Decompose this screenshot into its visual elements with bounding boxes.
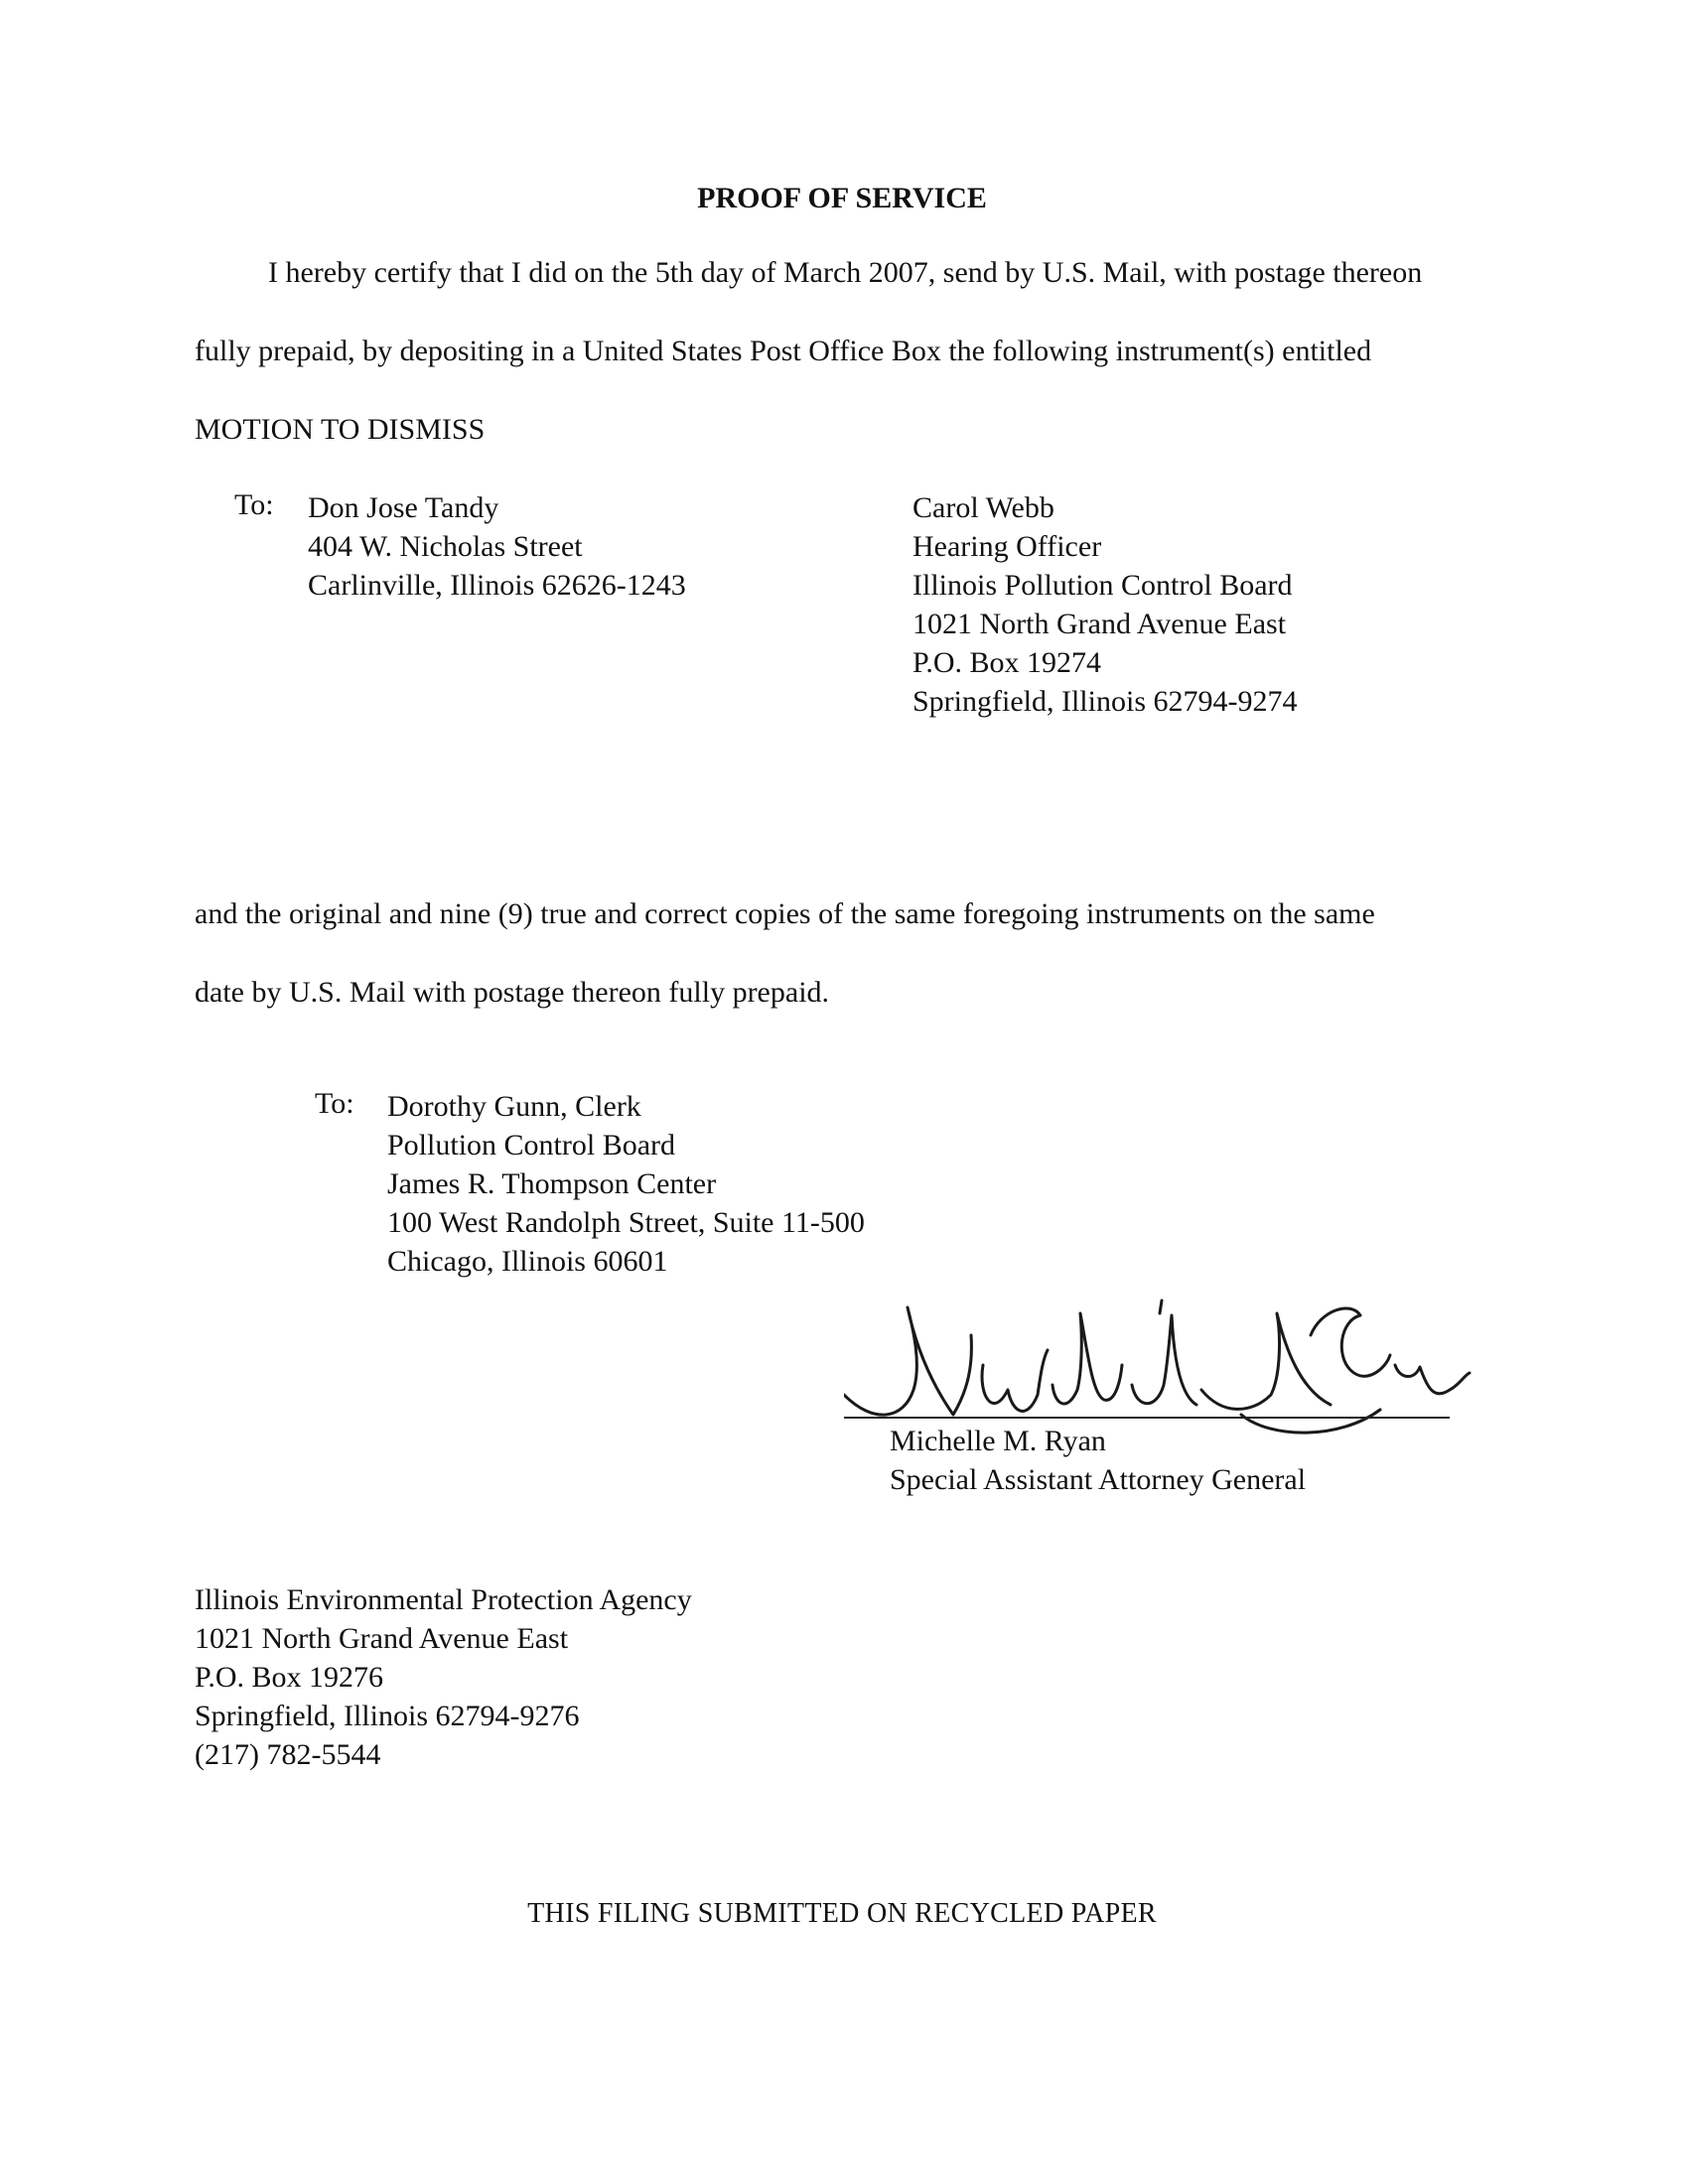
recipient-address-clerk — [387, 1087, 865, 1281]
document-title: PROOF OF SERVICE — [697, 182, 987, 214]
address-line: 1021 North Grand Avenue East — [912, 608, 1287, 640]
filing-line-1: and the original and nine (9) true and correct copies of the same foregoing instruments on the same — [195, 897, 1375, 930]
signature-line — [844, 1417, 1450, 1419]
address-line: Pollution Control Board — [387, 1129, 676, 1161]
address-line: P.O. Box 19274 — [912, 646, 1102, 679]
address-line: 1021 North Grand Avenue East — [195, 1622, 569, 1655]
address-line: Hearing Officer — [912, 530, 1102, 563]
address-line: Don Jose Tandy — [308, 491, 499, 524]
address-line: James R. Thompson Center — [387, 1167, 717, 1200]
address-line: Illinois Pollution Control Board — [912, 569, 1293, 602]
address-line: Springfield, Illinois 62794-9274 — [912, 685, 1298, 718]
signatory-block — [890, 1422, 1306, 1499]
address-line: Dorothy Gunn, Clerk — [387, 1090, 641, 1123]
recycled-paper-notice: THIS FILING SUBMITTED ON RECYCLED PAPER — [527, 1898, 1157, 1929]
address-line: Chicago, Illinois 60601 — [387, 1245, 668, 1278]
address-line: Carol Webb — [912, 491, 1054, 524]
filing-line-2: date by U.S. Mail with postage thereon fully prepaid. — [195, 976, 830, 1009]
certification-line-1: I hereby certify that I did on the 5th day of March 2007, send by U.S. Mail, with postage thereon — [268, 256, 1423, 289]
recipient-address-tandy — [308, 488, 686, 605]
address-line: 100 West Randolph Street, Suite 11-500 — [387, 1206, 865, 1239]
recipient-address-webb — [912, 488, 1297, 721]
address-line: Springfield, Illinois 62794-9276 — [195, 1700, 580, 1732]
instrument-title: MOTION TO DISMISS — [195, 413, 486, 446]
signatory-title: Special Assistant Attorney General — [890, 1463, 1307, 1496]
to-label-2: To: — [315, 1087, 354, 1120]
address-line: (217) 782-5544 — [195, 1738, 381, 1771]
to-label-1: To: — [234, 488, 274, 521]
address-line: 404 W. Nicholas Street — [308, 530, 583, 563]
signatory-name: Michelle M. Ryan — [890, 1425, 1106, 1457]
address-line: P.O. Box 19276 — [195, 1661, 384, 1694]
address-line: Illinois Environmental Protection Agency — [195, 1583, 692, 1616]
address-line: Carlinville, Illinois 62626-1243 — [308, 569, 686, 602]
agency-address — [195, 1580, 692, 1774]
certification-line-2: fully prepaid, by depositing in a United States Post Office Box the following instrument(s) entitled — [195, 335, 1372, 367]
